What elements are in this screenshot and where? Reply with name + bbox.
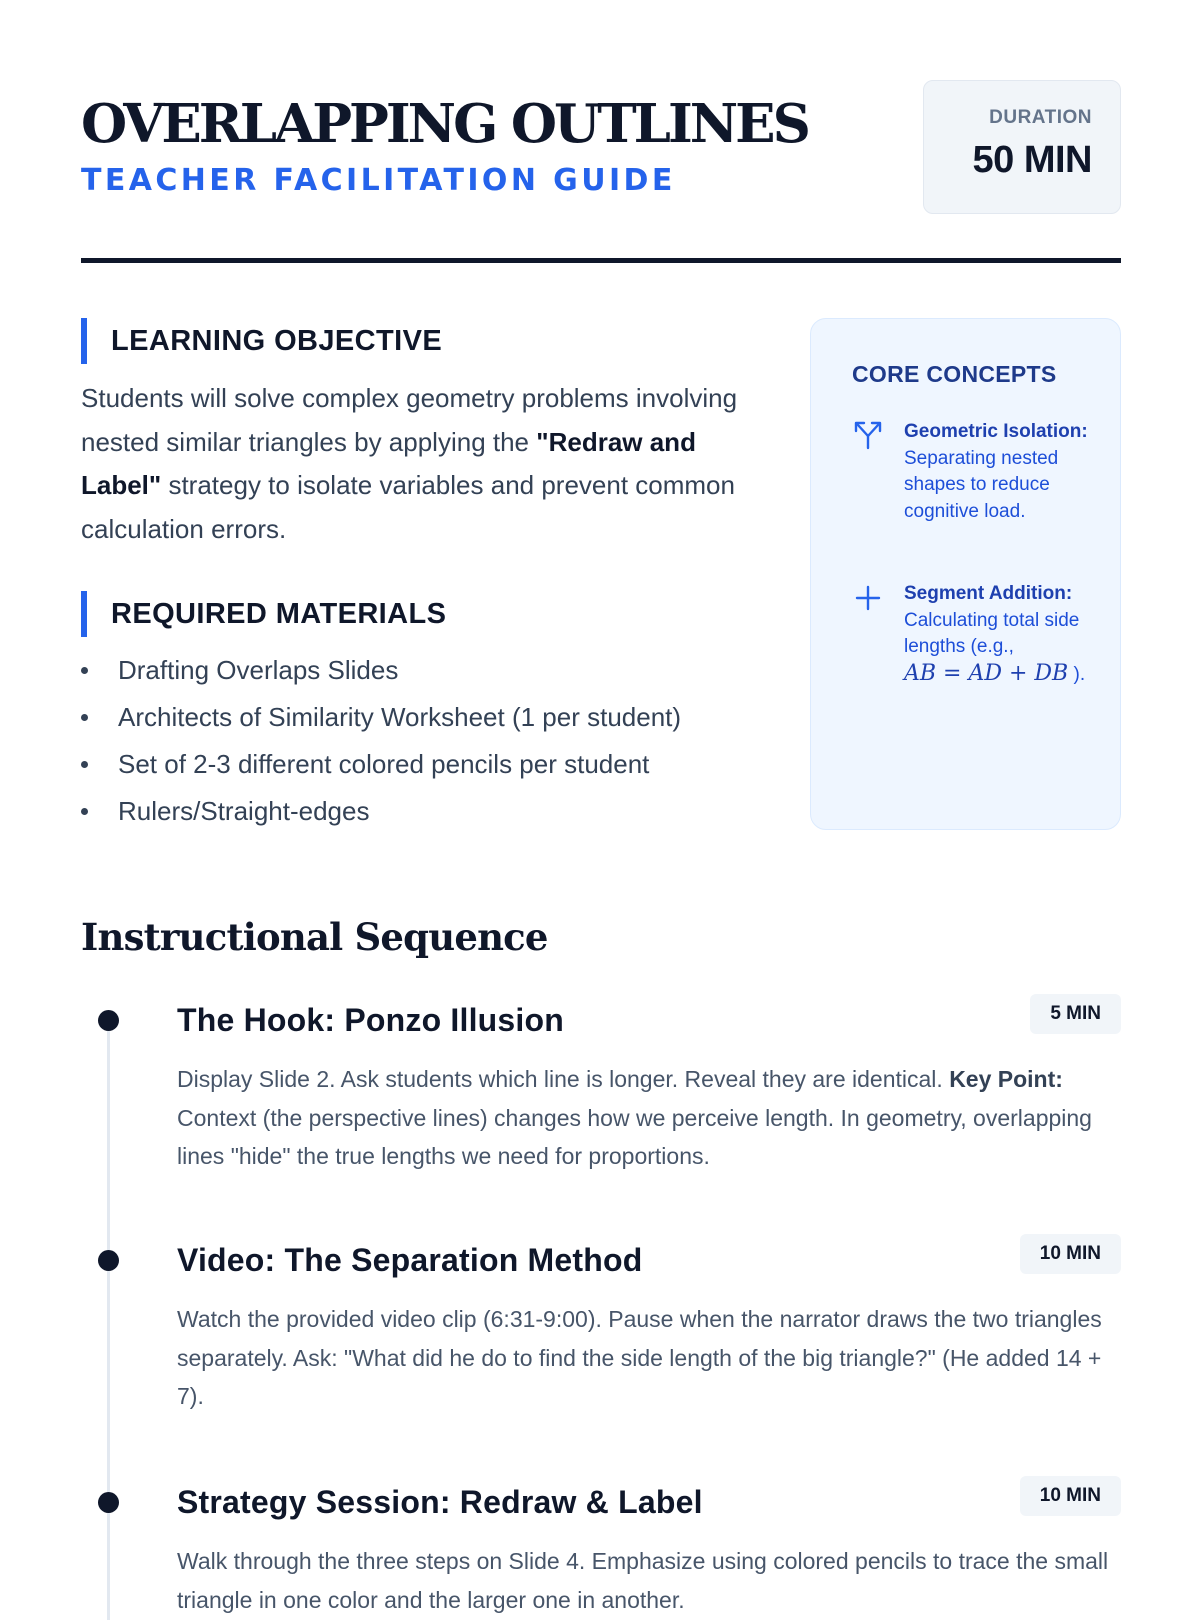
objective-text-start: Students will solve complex geometry problems involving nested similar triangles by applying the: [81, 383, 738, 457]
required-materials-heading: REQUIRED MATERIALS: [81, 591, 446, 637]
page-title: OVERLAPPING OUTLINES: [81, 93, 808, 155]
core-concepts-heading: CORE CONCEPTS: [852, 361, 1057, 387]
duration-value: 50 MIN: [972, 139, 1092, 181]
list-item: [81, 697, 681, 744]
plus-icon: [852, 581, 884, 613]
concept-description-end: ).: [1073, 663, 1086, 685]
instructional-sequence-heading: Instructional Sequence: [81, 915, 548, 959]
concept-name: Geometric Isolation:: [904, 421, 1088, 442]
step-duration-badge: 10 MIN: [1020, 1476, 1121, 1516]
step-duration-badge: 10 MIN: [1020, 1234, 1121, 1274]
material-label: Drafting Overlaps Slides: [118, 655, 399, 685]
header-divider: [81, 258, 1121, 263]
core-concepts-card: [810, 318, 1121, 830]
list-item: [81, 650, 681, 697]
list-item: [81, 791, 681, 838]
learning-objective-text: [81, 377, 781, 551]
step-key-point-label: Key Point:: [949, 1066, 1063, 1092]
step-title: The Hook: Ponzo Illusion: [177, 1002, 565, 1038]
step-text-start: Display Slide 2. Ask students which line is longer. Reveal they are identical.: [177, 1066, 950, 1092]
material-label: Rulers/Straight-edges: [118, 796, 370, 826]
concept-description: Separating nested shapes to reduce cognitive load.: [904, 447, 1059, 522]
material-label: Architects of Similarity Worksheet (1 per student): [118, 702, 682, 732]
timeline-line: [107, 1020, 110, 1620]
bullet-icon: [81, 667, 88, 674]
concept-geometric-isolation: [852, 419, 1092, 525]
concept-segment-addition: [852, 581, 1092, 688]
bullet-icon: [81, 761, 88, 768]
step-description: [177, 1060, 1121, 1176]
split-icon: [852, 419, 884, 451]
learning-objective-heading: LEARNING OBJECTIVE: [81, 318, 442, 364]
objective-strategy-name: "Redraw and Label": [81, 426, 696, 500]
concept-description: Calculating total side lengths (e.g.,: [904, 609, 1080, 657]
bullet-icon: [81, 808, 88, 815]
concept-text: [904, 581, 1092, 688]
duration-label: DURATION: [989, 107, 1092, 128]
concept-name: Segment Addition:: [904, 583, 1073, 604]
concept-text: [904, 419, 1092, 525]
material-label: Set of 2-3 different colored pencils per student: [118, 749, 650, 779]
step-title: Strategy Session: Redraw & Label: [177, 1484, 703, 1520]
timeline-dot-icon: [98, 1250, 119, 1271]
list-item: [81, 744, 681, 791]
page-subtitle: TEACHER FACILITATION GUIDE: [81, 163, 676, 198]
segment-addition-formula: AB = AD + DB: [904, 660, 1069, 686]
objective-text-end: strategy to isolate variables and prevent common calculation errors.: [81, 470, 735, 544]
bullet-icon: [81, 714, 88, 721]
guide-header: [81, 80, 1121, 220]
step-description: Walk through the three steps on Slide 4. Emphasize using colored pencils to trace the small triangle in one color and the larger one in another.: [177, 1548, 1109, 1613]
timeline-dot-icon: [98, 1010, 119, 1031]
step-title: Video: The Separation Method: [177, 1242, 643, 1278]
timeline-dot-icon: [98, 1492, 119, 1513]
step-duration-badge: 5 MIN: [1030, 994, 1121, 1034]
materials-list: [81, 650, 681, 838]
step-description: Watch the provided video clip (6:31-9:00). Pause when the narrator draws the two triangles separately. Ask: "What did he do to find the side length of the big triangle?" (He added 14 + 7).: [177, 1306, 1102, 1409]
step-text-end: Context (the perspective lines) changes how we perceive length. In geometry, overlapping lines "hide" the true lengths we need for proportions.: [177, 1104, 1092, 1169]
duration-card: [923, 80, 1121, 214]
